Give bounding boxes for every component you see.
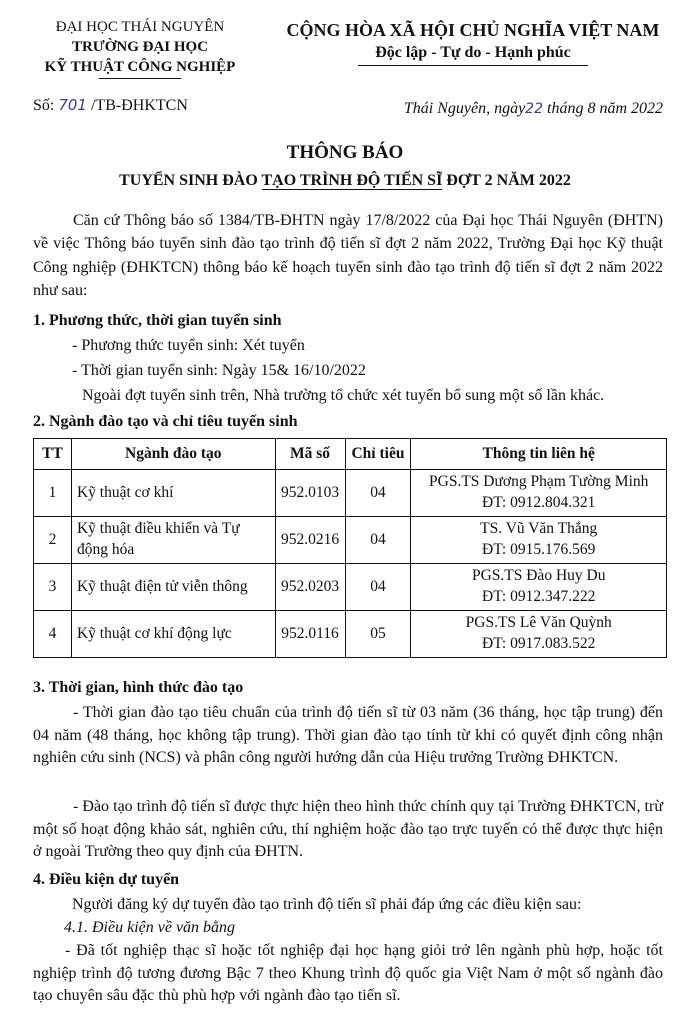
cell-quota: 05 <box>345 611 411 658</box>
s1-note: Ngoài đợt tuyển sinh trên, Nhà trường tổ chức xét tuyển bổ sung một số lần khác. <box>82 387 605 404</box>
national-motto-block <box>268 18 678 66</box>
contact-person: TS. Vũ Văn Thắng <box>480 520 598 538</box>
date-day-handwritten: 22 <box>525 101 543 117</box>
subtitle-part-b: TẠO TRÌNH ĐỘ TIẾN SĨ <box>261 172 443 189</box>
cell-tt: 4 <box>34 611 72 658</box>
cell-major: Kỹ thuật cơ khí động lực <box>71 611 275 658</box>
section-2-heading: 2. Ngành đào tạo và chỉ tiêu tuyển sinh <box>33 413 298 430</box>
s4-paragraph: - Đã tốt nghiệp thạc sĩ hoặc tốt nghiệp đại học hạng giỏi trở lên ngành phù hợp, hoặc tốt nghiệp trình độ tương đương Bậc 7 theo Khung trình độ quốc gia Việt Nam ở một số ngành đào tạo chuyên sâu đặc thù phù hợp với ngành đào tạo tiến sĩ. <box>33 942 663 1005</box>
quota-table <box>33 438 667 658</box>
cell-contact <box>411 564 667 611</box>
cell-code: 952.0216 <box>275 517 345 564</box>
section-3-heading: 3. Thời gian, hình thức đào tạo <box>33 679 244 696</box>
cell-major: Kỹ thuật điện tử viễn thông <box>71 564 275 611</box>
doc-number-handwritten: 701 <box>58 96 87 114</box>
table-row <box>34 517 667 564</box>
cell-quota: 04 <box>345 564 411 611</box>
document-title: THÔNG BÁO <box>286 142 404 163</box>
table-row <box>34 470 667 517</box>
document-subtitle <box>0 170 690 192</box>
section-1-heading: 1. Phương thức, thời gian tuyển sinh <box>33 312 282 329</box>
col-major: Ngành đào tạo <box>71 439 275 470</box>
s4-subheading: 4.1. Điều kiện về văn bằng <box>64 919 236 936</box>
document-number <box>33 95 188 117</box>
table-row <box>34 564 667 611</box>
col-code: Mã số <box>275 439 345 470</box>
cell-tt: 2 <box>34 517 72 564</box>
cell-tt: 1 <box>34 470 72 517</box>
contact-phone: ĐT: 0912.347.222 <box>482 588 596 605</box>
table-header-row <box>34 439 667 470</box>
cell-tt: 3 <box>34 564 72 611</box>
cell-major: Kỹ thuật điều khiển và Tự động hóa <box>71 517 275 564</box>
school-line-2: KỸ THUẬT CÔNG NGHIỆP <box>44 58 236 75</box>
school-line-1: TRƯỜNG ĐẠI HỌC <box>71 38 209 55</box>
country-name: CỘNG HÒA XÃ HỘI CHỦ NGHĨA VIỆT NAM <box>286 20 660 40</box>
col-tt: TT <box>34 439 72 470</box>
contact-phone: ĐT: 0915.176.569 <box>482 541 596 558</box>
cell-quota: 04 <box>345 470 411 517</box>
date-prefix: Thái Nguyên, ngày <box>403 100 526 117</box>
doc-number-suffix: /TB-ĐHKTCN <box>90 97 188 114</box>
s3-paragraph-2: - Đào tạo trình độ tiến sĩ được thực hiện theo hình thức chính quy tại Trường ĐHKTCN, trừ một số hoạt động khảo sát, nghiên cứu, thí nghiệm hoặc đào tạo trực tuyến có thể được thực hiện ở ngoài Trường theo quy định của ĐHTN. <box>33 798 663 861</box>
issuer-block <box>20 18 260 79</box>
section-4-heading: 4. Điều kiện dự tuyển <box>33 871 180 888</box>
motto-underline <box>358 65 588 66</box>
subtitle-part-c: ĐỢT 2 NĂM 2022 <box>442 172 571 189</box>
subtitle-part-a: TUYỂN SINH ĐÀO <box>119 172 262 189</box>
date-suffix: tháng 8 năm 2022 <box>547 100 663 117</box>
doc-number-prefix: Số: <box>33 97 55 114</box>
motto: Độc lập - Tự do - Hạnh phúc <box>375 44 571 62</box>
cell-code: 952.0116 <box>275 611 345 658</box>
contact-person: PGS.TS Dương Phạm Tường Minh <box>429 473 649 491</box>
cell-contact <box>411 470 667 517</box>
cell-quota: 04 <box>345 517 411 564</box>
s1-item-2: - Thời gian tuyển sinh: Ngày 15& 16/10/2022 <box>72 362 366 379</box>
s3-paragraph-1: - Thời gian đào tạo tiêu chuẩn của trình độ tiến sĩ từ 03 năm (36 tháng, học tập trung) đến 04 năm (48 tháng, học không tập trung). Thời gian đào tạo tính từ khi có quyết định công nhận nghiên cứu sinh (NCS) và phân công người hướng dẫn của Hiệu trưởng Trường ĐHKTCN. <box>33 704 663 767</box>
col-quota: Chỉ tiêu <box>345 439 411 470</box>
contact-person: PGS.TS Lê Văn Quỳnh <box>465 614 612 632</box>
cell-code: 952.0203 <box>275 564 345 611</box>
s1-item-1: - Phương thức tuyển sinh: Xét tuyển <box>72 337 305 354</box>
issuer-underline <box>99 78 181 79</box>
intro-paragraph: Căn cứ Thông báo số 1384/TB-ĐHTN ngày 17/8/2022 của Đại học Thái Nguyên (ĐHTN) về việc Thông báo tuyển sinh đào tạo trình độ tiến sĩ đợt 2 năm 2022, Trường Đại học Kỹ thuật Công nghiệp (ĐHKTCN) thông báo kế hoạch tuyển sinh đào tạo trình độ tiến sĩ đợt 2 năm 2022 như sau: <box>33 212 663 300</box>
contact-phone: ĐT: 0912.804.321 <box>482 494 596 511</box>
table-row <box>34 611 667 658</box>
cell-major: Kỹ thuật cơ khí <box>71 470 275 517</box>
contact-person: PGS.TS Đào Huy Du <box>471 567 606 585</box>
cell-contact <box>411 517 667 564</box>
col-contact: Thông tin liên hệ <box>411 439 667 470</box>
cell-contact <box>411 611 667 658</box>
s4-intro: Người đăng ký dự tuyển đào tạo trình độ tiến sĩ phải đáp ứng các điều kiện sau: <box>72 896 582 913</box>
cell-code: 952.0103 <box>275 470 345 517</box>
document-date <box>365 98 663 120</box>
contact-phone: ĐT: 0917.083.522 <box>482 635 596 652</box>
parent-org: ĐẠI HỌC THÁI NGUYÊN <box>55 19 225 35</box>
